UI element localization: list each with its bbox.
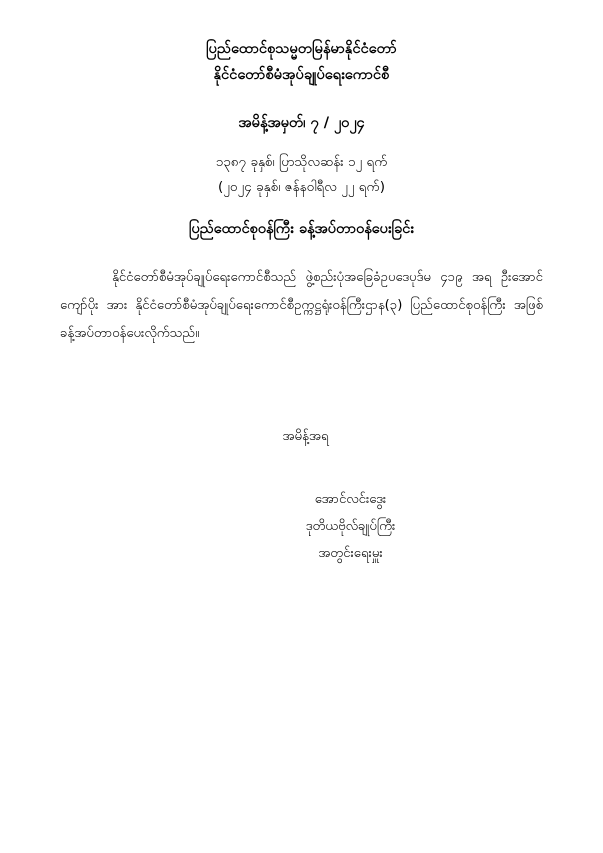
date-myanmar-era: ၁၃၈၇ ခုနှစ်၊ ပြာသိုလဆန်း ၁၂ ရက် [215,154,388,170]
date-block [60,150,543,200]
signatory-position: အတွင်းရေးမှူး [318,546,383,561]
date-gregorian: (၂၀၂၄ ခုနှစ်၊ ဇန်နဝါရီလ ၂၂ ရက်) [218,179,385,195]
document-header [60,36,543,88]
header-line-council: နိုင်ငံတော်စီမံအုပ်ချုပ်ရေးကောင်စီ [213,67,390,83]
document-subject: ပြည်ထောင်စုဝန်ကြီး ခန့်အပ်တာဝန်ပေးခြင်း [189,221,414,237]
signature-by-order: အမိန့်အရ [282,429,329,444]
signatory-name: အောင်လင်းဒွေး [314,492,387,507]
signature-block [60,424,543,450]
signatory-details [158,486,543,567]
document-subject-wrapper [60,216,543,242]
document-body [60,264,543,348]
body-paragraph: နိုင်ငံတော်စီမံအုပ်ချုပ်ရေးကောင်စီသည် ဖွဲ့စည်းပုံအခြေခံဥပဒေပုဒ်မ ၄၁၉ အရ ဦးအောင်ကျော်ပိုး အား နိုင်ငံတော်စီမံအုပ်ချုပ်ရေးကောင်စီဥက္ကဋ္ဌရုံးဝန်ကြီးဌာန(၃) ပြည်ထောင်စုဝန်ကြီး အဖြစ် ခန့်အပ်တာဝန်ပေးလိုက်သည်။ [60,270,543,341]
signatory-rank: ဒုတိယဗိုလ်ချုပ်ကြီး [305,519,396,534]
order-number: အမိန့်အမှတ်၊ ၇ / ၂၀၂၄ [238,115,365,131]
header-line-country: ပြည်ထောင်စုသမ္မတမြန်မာနိုင်ငံတော် [206,41,397,57]
order-number-block [60,110,543,136]
